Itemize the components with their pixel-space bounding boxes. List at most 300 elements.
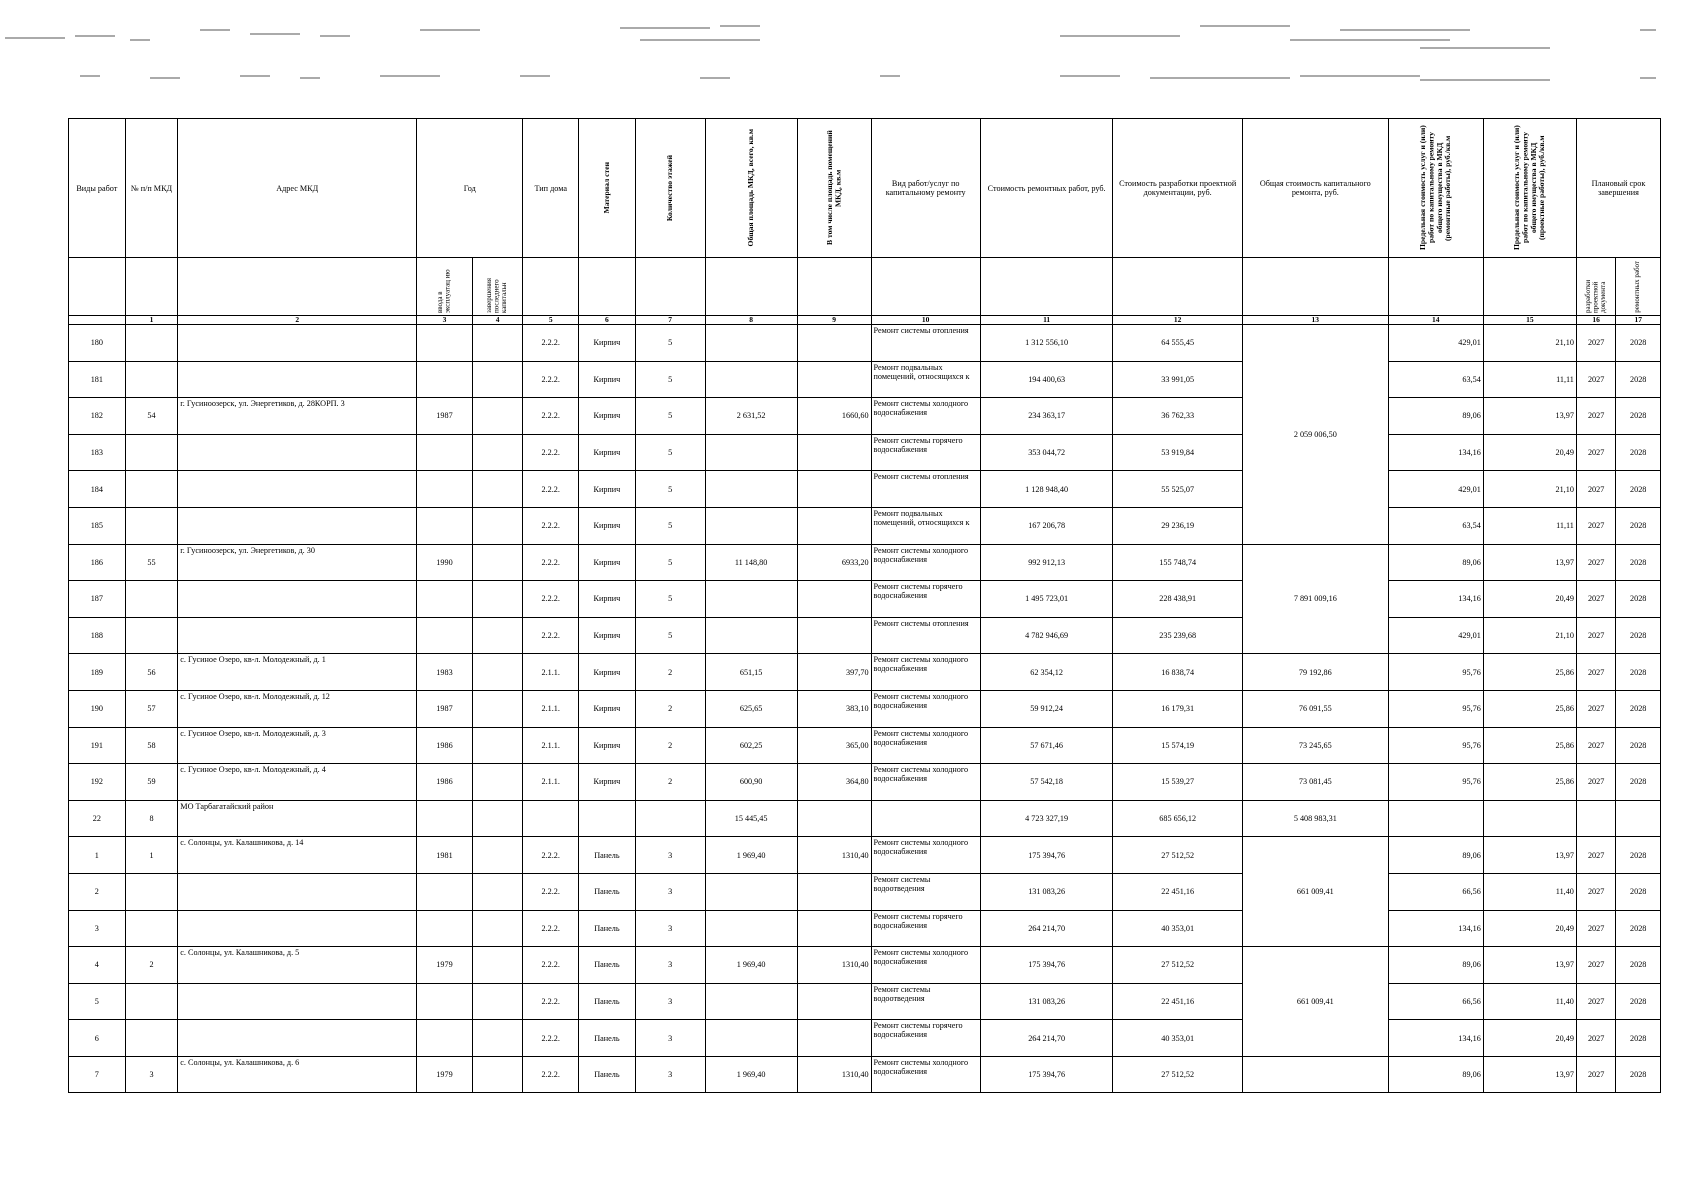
row-repair-cost: 131 083,26 <box>980 873 1113 910</box>
row-house-number: 55 <box>125 544 178 581</box>
row-project-cost: 27 512,52 <box>1113 1056 1243 1093</box>
row-address: г. Гусиноозерск, ул. Энергетиков, д. 28КОРП. 3 <box>178 398 417 435</box>
row-deadline-project: 2027 <box>1576 617 1615 654</box>
row-house-type: 2.2.2. <box>523 1056 579 1093</box>
row-work-kind: Ремонт подвальных помещений, относящихся к <box>871 361 980 398</box>
row-address <box>178 581 417 618</box>
row-address: с. Гусиное Озеро, кв-л. Молодежный, д. 3 <box>178 727 417 764</box>
row-total-area <box>705 617 797 654</box>
table-row <box>69 434 1661 471</box>
row-premises-area <box>797 800 871 837</box>
table-row <box>69 727 1661 764</box>
row-premises-area <box>797 617 871 654</box>
row-wall-material: Кирпич <box>579 398 636 435</box>
row-house-number <box>125 581 178 618</box>
row-repair-cost: 175 394,76 <box>980 947 1113 984</box>
row-limit-repair: 134,16 <box>1388 1020 1483 1057</box>
row-project-cost: 64 555,45 <box>1113 325 1243 362</box>
row-limit-repair: 89,06 <box>1388 837 1483 874</box>
table-row <box>69 837 1661 874</box>
row-deadline-project: 2027 <box>1576 581 1615 618</box>
row-deadline-project: 2027 <box>1576 544 1615 581</box>
row-repair-cost: 992 912,13 <box>980 544 1113 581</box>
row-year-last-repair <box>472 654 523 691</box>
row-project-cost: 155 748,74 <box>1113 544 1243 581</box>
row-repair-cost: 175 394,76 <box>980 1056 1113 1093</box>
row-house-number <box>125 873 178 910</box>
row-house-type: 2.2.2. <box>523 617 579 654</box>
row-premises-area: 6933,20 <box>797 544 871 581</box>
row-work-kind: Ремонт системы водоотведения <box>871 873 980 910</box>
row-work-index: 186 <box>69 544 126 581</box>
row-house-type: 2.2.2. <box>523 947 579 984</box>
row-work-index: 7 <box>69 1056 126 1093</box>
row-deadline-project: 2027 <box>1576 873 1615 910</box>
row-address <box>178 471 417 508</box>
row-project-cost: 40 353,01 <box>1113 1020 1243 1057</box>
row-work-index: 4 <box>69 947 126 984</box>
row-deadline-repair: 2028 <box>1616 434 1661 471</box>
row-floors: 3 <box>635 1020 705 1057</box>
row-wall-material: Кирпич <box>579 507 636 544</box>
row-deadline-repair: 2028 <box>1616 983 1661 1020</box>
row-work-kind: Ремонт системы холодного водоснабжения <box>871 398 980 435</box>
row-total-cost: 73 081,45 <box>1242 764 1388 801</box>
row-address <box>178 910 417 947</box>
row-house-type: 2.1.1. <box>523 654 579 691</box>
row-year-commission: 1979 <box>417 947 473 984</box>
row-deadline-repair: 2028 <box>1616 361 1661 398</box>
row-address <box>178 361 417 398</box>
row-house-number: 2 <box>125 947 178 984</box>
row-project-cost: 16 838,74 <box>1113 654 1243 691</box>
row-year-last-repair <box>472 617 523 654</box>
row-repair-cost: 194 400,63 <box>980 361 1113 398</box>
row-wall-material: Панель <box>579 1020 636 1057</box>
header-number: № п/п МКД <box>125 119 178 258</box>
row-wall-material: Кирпич <box>579 325 636 362</box>
header-repair-cost: Стоимость ремонтных работ, руб. <box>980 119 1113 258</box>
row-project-cost: 33 991,05 <box>1113 361 1243 398</box>
row-year-commission <box>417 361 473 398</box>
header-total-cost: Общая стоимость капитального ремонта, руб. <box>1242 119 1388 258</box>
row-wall-material: Кирпич <box>579 471 636 508</box>
row-deadline-repair: 2028 <box>1616 471 1661 508</box>
row-floors: 3 <box>635 837 705 874</box>
row-limit-project: 11,40 <box>1483 983 1576 1020</box>
row-work-index: 184 <box>69 471 126 508</box>
row-limit-project: 20,49 <box>1483 581 1576 618</box>
row-floors <box>635 800 705 837</box>
row-floors: 5 <box>635 471 705 508</box>
row-premises-area <box>797 325 871 362</box>
row-house-type: 2.1.1. <box>523 764 579 801</box>
table-row <box>69 983 1661 1020</box>
row-year-commission <box>417 471 473 508</box>
row-deadline-project: 2027 <box>1576 690 1615 727</box>
table-row <box>69 690 1661 727</box>
row-deadline-project <box>1576 800 1615 837</box>
row-work-kind: Ремонт системы холодного водоснабжения <box>871 544 980 581</box>
row-total-area: 651,15 <box>705 654 797 691</box>
row-floors: 5 <box>635 507 705 544</box>
row-premises-area <box>797 471 871 508</box>
table-row <box>69 471 1661 508</box>
row-house-number: 57 <box>125 690 178 727</box>
row-house-number: 8 <box>125 800 178 837</box>
row-deadline-repair: 2028 <box>1616 325 1661 362</box>
row-work-index: 183 <box>69 434 126 471</box>
row-deadline-project: 2027 <box>1576 947 1615 984</box>
row-year-last-repair <box>472 727 523 764</box>
row-repair-cost: 264 214,70 <box>980 910 1113 947</box>
row-deadline-repair: 2028 <box>1616 654 1661 691</box>
row-work-kind: Ремонт системы холодного водоснабжения <box>871 690 980 727</box>
row-year-commission <box>417 800 473 837</box>
row-project-cost: 36 762,33 <box>1113 398 1243 435</box>
row-project-cost: 22 451,16 <box>1113 873 1243 910</box>
row-year-commission <box>417 983 473 1020</box>
row-work-kind <box>871 800 980 837</box>
row-year-commission: 1987 <box>417 690 473 727</box>
row-work-index: 188 <box>69 617 126 654</box>
row-project-cost: 685 656,12 <box>1113 800 1243 837</box>
row-limit-project: 25,86 <box>1483 654 1576 691</box>
row-wall-material: Кирпич <box>579 361 636 398</box>
row-house-type: 2.2.2. <box>523 983 579 1020</box>
row-wall-material: Кирпич <box>579 764 636 801</box>
row-year-commission <box>417 507 473 544</box>
row-premises-area: 1660,60 <box>797 398 871 435</box>
row-deadline-repair: 2028 <box>1616 1020 1661 1057</box>
row-deadline-project: 2027 <box>1576 471 1615 508</box>
row-house-number <box>125 507 178 544</box>
row-year-commission <box>417 434 473 471</box>
row-floors: 5 <box>635 581 705 618</box>
row-floors: 3 <box>635 983 705 1020</box>
row-work-kind: Ремонт системы холодного водоснабжения <box>871 837 980 874</box>
row-premises-area <box>797 361 871 398</box>
row-repair-cost: 353 044,72 <box>980 434 1113 471</box>
table-row <box>69 617 1661 654</box>
row-limit-repair: 89,06 <box>1388 947 1483 984</box>
row-year-last-repair <box>472 434 523 471</box>
row-wall-material <box>579 800 636 837</box>
row-limit-project: 25,86 <box>1483 764 1576 801</box>
row-house-number <box>125 617 178 654</box>
row-project-cost: 55 525,07 <box>1113 471 1243 508</box>
row-work-kind: Ремонт системы водоотведения <box>871 983 980 1020</box>
row-repair-cost: 59 912,24 <box>980 690 1113 727</box>
row-wall-material: Кирпич <box>579 617 636 654</box>
row-limit-repair: 66,56 <box>1388 983 1483 1020</box>
row-premises-area <box>797 983 871 1020</box>
row-floors: 3 <box>635 873 705 910</box>
row-total-area: 1 969,40 <box>705 837 797 874</box>
row-repair-cost: 1 128 948,40 <box>980 471 1113 508</box>
row-year-last-repair <box>472 690 523 727</box>
row-year-commission <box>417 617 473 654</box>
table-row <box>69 873 1661 910</box>
row-work-kind: Ремонт системы холодного водоснабжения <box>871 764 980 801</box>
header-premises-area: В том числе площадь помещений МКД, кв.м <box>797 119 871 258</box>
row-year-last-repair <box>472 873 523 910</box>
row-wall-material: Панель <box>579 1056 636 1093</box>
row-limit-repair: 134,16 <box>1388 910 1483 947</box>
row-work-kind: Ремонт системы горячего водоснабжения <box>871 581 980 618</box>
row-house-type: 2.2.2. <box>523 544 579 581</box>
row-total-cost: 73 245,65 <box>1242 727 1388 764</box>
row-year-commission: 1979 <box>417 1056 473 1093</box>
row-deadline-repair: 2028 <box>1616 507 1661 544</box>
row-total-area <box>705 471 797 508</box>
row-premises-area: 365,00 <box>797 727 871 764</box>
row-total-area: 11 148,80 <box>705 544 797 581</box>
row-year-last-repair <box>472 544 523 581</box>
row-work-kind: Ремонт системы отопления <box>871 617 980 654</box>
row-year-commission: 1986 <box>417 764 473 801</box>
row-address <box>178 1020 417 1057</box>
row-wall-material: Панель <box>579 947 636 984</box>
row-address <box>178 434 417 471</box>
row-work-index: 189 <box>69 654 126 691</box>
row-work-index: 190 <box>69 690 126 727</box>
table-row <box>69 325 1661 362</box>
row-repair-cost: 4 782 946,69 <box>980 617 1113 654</box>
row-deadline-repair: 2028 <box>1616 910 1661 947</box>
row-deadline-project: 2027 <box>1576 727 1615 764</box>
header-address: Адрес МКД <box>178 119 417 258</box>
header-year: Год <box>417 119 523 258</box>
header-planned-deadline: Плановый срок завершения <box>1576 119 1660 258</box>
row-year-last-repair <box>472 800 523 837</box>
row-project-cost: 235 239,68 <box>1113 617 1243 654</box>
row-house-number: 59 <box>125 764 178 801</box>
row-address: с. Гусиное Озеро, кв-л. Молодежный, д. 1 <box>178 654 417 691</box>
row-wall-material: Кирпич <box>579 654 636 691</box>
table-row <box>69 910 1661 947</box>
row-total-area <box>705 507 797 544</box>
table-row <box>69 507 1661 544</box>
row-work-kind: Ремонт системы холодного водоснабжения <box>871 727 980 764</box>
row-year-last-repair <box>472 325 523 362</box>
row-house-type: 2.2.2. <box>523 361 579 398</box>
row-deadline-project: 2027 <box>1576 434 1615 471</box>
row-address <box>178 873 417 910</box>
row-deadline-project: 2027 <box>1576 910 1615 947</box>
table-row <box>69 1056 1661 1093</box>
row-repair-cost: 4 723 327,19 <box>980 800 1113 837</box>
row-floors: 2 <box>635 764 705 801</box>
row-repair-cost: 1 312 556,10 <box>980 325 1113 362</box>
row-project-cost: 16 179,31 <box>1113 690 1243 727</box>
row-year-commission: 1990 <box>417 544 473 581</box>
row-limit-repair: 95,76 <box>1388 764 1483 801</box>
row-limit-repair: 63,54 <box>1388 507 1483 544</box>
row-work-kind: Ремонт системы холодного водоснабжения <box>871 654 980 691</box>
row-total-cost <box>1242 1056 1388 1093</box>
row-deadline-repair: 2028 <box>1616 690 1661 727</box>
row-work-kind: Ремонт системы холодного водоснабжения <box>871 1056 980 1093</box>
row-address: с. Гусиное Озеро, кв-л. Молодежный, д. 4 <box>178 764 417 801</box>
row-premises-area: 1310,40 <box>797 1056 871 1093</box>
row-premises-area: 1310,40 <box>797 837 871 874</box>
row-year-commission: 1981 <box>417 837 473 874</box>
header-floors: Количество этажей <box>635 119 705 258</box>
row-year-commission <box>417 910 473 947</box>
header-house-type: Тип дома <box>523 119 579 258</box>
row-repair-cost: 57 671,46 <box>980 727 1113 764</box>
row-deadline-repair: 2028 <box>1616 617 1661 654</box>
row-work-kind: Ремонт системы отопления <box>871 325 980 362</box>
row-premises-area: 397,70 <box>797 654 871 691</box>
row-limit-project: 11,40 <box>1483 873 1576 910</box>
row-deadline-repair: 2028 <box>1616 1056 1661 1093</box>
row-year-commission <box>417 325 473 362</box>
row-limit-project: 13,97 <box>1483 398 1576 435</box>
column-number-row: 1 2 3 4 5 6 7 8 9 10 11 12 13 14 15 16 17 <box>69 316 1661 325</box>
row-deadline-project: 2027 <box>1576 1020 1615 1057</box>
row-work-index: 187 <box>69 581 126 618</box>
row-limit-repair: 63,54 <box>1388 361 1483 398</box>
row-year-last-repair <box>472 471 523 508</box>
row-house-type: 2.2.2. <box>523 581 579 618</box>
row-work-kind: Ремонт подвальных помещений, относящихся к <box>871 507 980 544</box>
subheader-year-last-repair: завершения последнего капитальн <box>472 258 523 316</box>
row-limit-repair: 66,56 <box>1388 873 1483 910</box>
row-total-area <box>705 361 797 398</box>
row-repair-cost: 57 542,18 <box>980 764 1113 801</box>
row-house-type: 2.2.2. <box>523 910 579 947</box>
row-repair-cost: 62 354,12 <box>980 654 1113 691</box>
table-row <box>69 398 1661 435</box>
row-house-number <box>125 910 178 947</box>
row-address: г. Гусиноозерск, ул. Энергетиков, д. 30 <box>178 544 417 581</box>
row-work-index: 180 <box>69 325 126 362</box>
row-deadline-repair <box>1616 800 1661 837</box>
row-house-number <box>125 325 178 362</box>
row-repair-cost: 264 214,70 <box>980 1020 1113 1057</box>
row-house-type: 2.1.1. <box>523 690 579 727</box>
subheader-year-commission: ввода в эксплуатац ию <box>417 258 473 316</box>
row-total-cost: 5 408 983,31 <box>1242 800 1388 837</box>
row-year-last-repair <box>472 764 523 801</box>
row-premises-area: 1310,40 <box>797 947 871 984</box>
row-house-number <box>125 361 178 398</box>
row-deadline-project: 2027 <box>1576 398 1615 435</box>
row-total-area: 625,65 <box>705 690 797 727</box>
row-limit-project: 20,49 <box>1483 434 1576 471</box>
row-year-commission: 1987 <box>417 398 473 435</box>
row-year-last-repair <box>472 398 523 435</box>
row-deadline-project: 2027 <box>1576 983 1615 1020</box>
row-premises-area <box>797 434 871 471</box>
row-wall-material: Кирпич <box>579 434 636 471</box>
row-address <box>178 617 417 654</box>
row-deadline-repair: 2028 <box>1616 947 1661 984</box>
row-limit-repair: 429,01 <box>1388 325 1483 362</box>
row-house-type: 2.2.2. <box>523 507 579 544</box>
row-work-index: 191 <box>69 727 126 764</box>
row-project-cost: 29 236,19 <box>1113 507 1243 544</box>
row-deadline-project: 2027 <box>1576 1056 1615 1093</box>
row-work-index: 22 <box>69 800 126 837</box>
row-total-area <box>705 581 797 618</box>
row-total-area: 2 631,52 <box>705 398 797 435</box>
merged-total-cost: 661 009,41 <box>1242 947 1388 1057</box>
row-house-number <box>125 434 178 471</box>
row-address: МО Тарбагатайский район <box>178 800 417 837</box>
merged-total-cost: 661 009,41 <box>1242 837 1388 947</box>
row-limit-repair: 429,01 <box>1388 617 1483 654</box>
row-wall-material: Кирпич <box>579 581 636 618</box>
row-deadline-repair: 2028 <box>1616 581 1661 618</box>
row-deadline-repair: 2028 <box>1616 398 1661 435</box>
row-work-index: 182 <box>69 398 126 435</box>
row-house-type: 2.2.2. <box>523 873 579 910</box>
row-floors: 5 <box>635 361 705 398</box>
row-year-last-repair <box>472 983 523 1020</box>
row-house-type: 2.2.2. <box>523 325 579 362</box>
row-address: с. Солонцы, ул. Калашникова, д. 14 <box>178 837 417 874</box>
row-limit-project: 21,10 <box>1483 617 1576 654</box>
row-work-kind: Ремонт системы отопления <box>871 471 980 508</box>
row-address <box>178 325 417 362</box>
row-wall-material: Панель <box>579 873 636 910</box>
table-row <box>69 544 1661 581</box>
row-project-cost: 15 539,27 <box>1113 764 1243 801</box>
row-work-index: 1 <box>69 837 126 874</box>
row-year-last-repair <box>472 910 523 947</box>
subheader-deadline-repair: ремонтных работ <box>1616 258 1661 316</box>
row-limit-project: 21,10 <box>1483 471 1576 508</box>
row-floors: 5 <box>635 617 705 654</box>
row-work-kind: Ремонт системы холодного водоснабжения <box>871 947 980 984</box>
row-deadline-project: 2027 <box>1576 654 1615 691</box>
row-deadline-repair: 2028 <box>1616 764 1661 801</box>
capital-repair-table <box>68 118 1661 1093</box>
header-limit-repair: Предельная стоимость услуг и (или) работ по капитальному ремонту общего имущества в МКД (ремонтные работы), руб./кв.м <box>1388 119 1483 258</box>
row-premises-area: 364,80 <box>797 764 871 801</box>
row-house-number: 54 <box>125 398 178 435</box>
row-floors: 5 <box>635 434 705 471</box>
row-floors: 2 <box>635 727 705 764</box>
row-wall-material: Панель <box>579 983 636 1020</box>
row-limit-project: 21,10 <box>1483 325 1576 362</box>
row-year-commission: 1986 <box>417 727 473 764</box>
row-work-index: 192 <box>69 764 126 801</box>
row-deadline-project: 2027 <box>1576 361 1615 398</box>
row-repair-cost: 175 394,76 <box>980 837 1113 874</box>
row-floors: 2 <box>635 654 705 691</box>
row-repair-cost: 234 363,17 <box>980 398 1113 435</box>
row-repair-cost: 167 206,78 <box>980 507 1113 544</box>
row-address <box>178 507 417 544</box>
row-limit-project: 13,97 <box>1483 544 1576 581</box>
header-wall-material: Материал стен <box>579 119 636 258</box>
row-wall-material: Панель <box>579 837 636 874</box>
row-limit-repair: 95,76 <box>1388 727 1483 764</box>
table-row <box>69 581 1661 618</box>
row-floors: 3 <box>635 947 705 984</box>
row-deadline-project: 2027 <box>1576 837 1615 874</box>
row-house-type: 2.2.2. <box>523 434 579 471</box>
row-year-last-repair <box>472 1020 523 1057</box>
row-limit-repair: 89,06 <box>1388 544 1483 581</box>
row-limit-repair: 89,06 <box>1388 398 1483 435</box>
row-year-last-repair <box>472 1056 523 1093</box>
row-year-commission <box>417 581 473 618</box>
